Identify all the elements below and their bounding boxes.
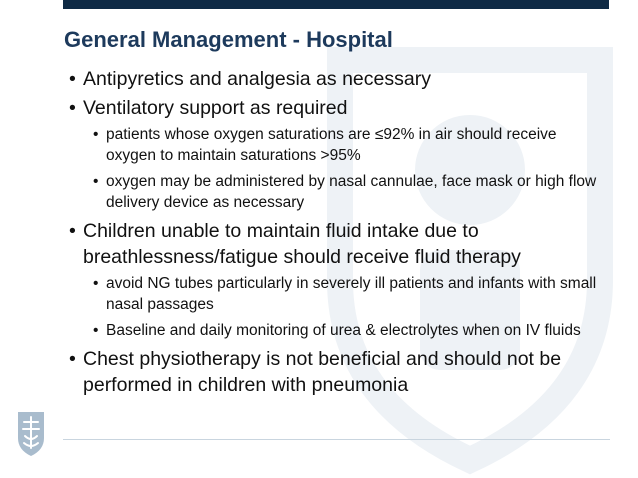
- bullet-marker: •: [69, 68, 76, 90]
- bullet-text: Ventilatory support as required: [83, 97, 348, 119]
- crest-logo-icon: [15, 408, 47, 458]
- bullet-text: Antipyretics and analgesia as necessary: [83, 68, 431, 90]
- sub-bullet-text: oxygen may be administered by nasal cannulae, face mask or high flow delivery device as necessary: [106, 173, 597, 211]
- bullet-item: [0, 66, 638, 92]
- bullet-item: [0, 218, 638, 270]
- sub-bullet-text: avoid NG tubes particularly in severely ill patients and infants with small nasal passages: [106, 275, 597, 313]
- bullet-marker: •: [69, 348, 76, 370]
- sub-bullet-item: [0, 273, 638, 315]
- slide-title: General Management - Hospital: [64, 27, 393, 52]
- bullet-text: Children unable to maintain fluid intake due to breathlessness/fatigue should receive fluid therapy: [83, 220, 521, 268]
- bullet-marker: •: [69, 97, 76, 119]
- bullet-item: [0, 95, 638, 121]
- footer-divider: [63, 439, 610, 440]
- sub-bullet-text: Baseline and daily monitoring of urea & electrolytes when on IV fluids: [106, 322, 581, 339]
- sub-bullet-marker: •: [93, 126, 99, 143]
- sub-bullet-marker: •: [93, 322, 99, 339]
- sub-bullet-text: patients whose oxygen saturations are ≤92% in air should receive oxygen to maintain saturations >95%: [106, 126, 557, 164]
- bullet-text: Chest physiotherapy is not beneficial and should not be performed in children with pneumonia: [83, 348, 562, 396]
- sub-bullet-marker: •: [93, 275, 99, 292]
- sub-bullet-item: [0, 320, 638, 341]
- bullet-list: [0, 66, 638, 401]
- top-bar: [63, 0, 609, 9]
- sub-bullet-item: [0, 124, 638, 166]
- bullet-item: [0, 346, 638, 398]
- bullet-marker: •: [69, 220, 76, 242]
- sub-bullet-item: [0, 171, 638, 213]
- sub-bullet-marker: •: [93, 173, 99, 190]
